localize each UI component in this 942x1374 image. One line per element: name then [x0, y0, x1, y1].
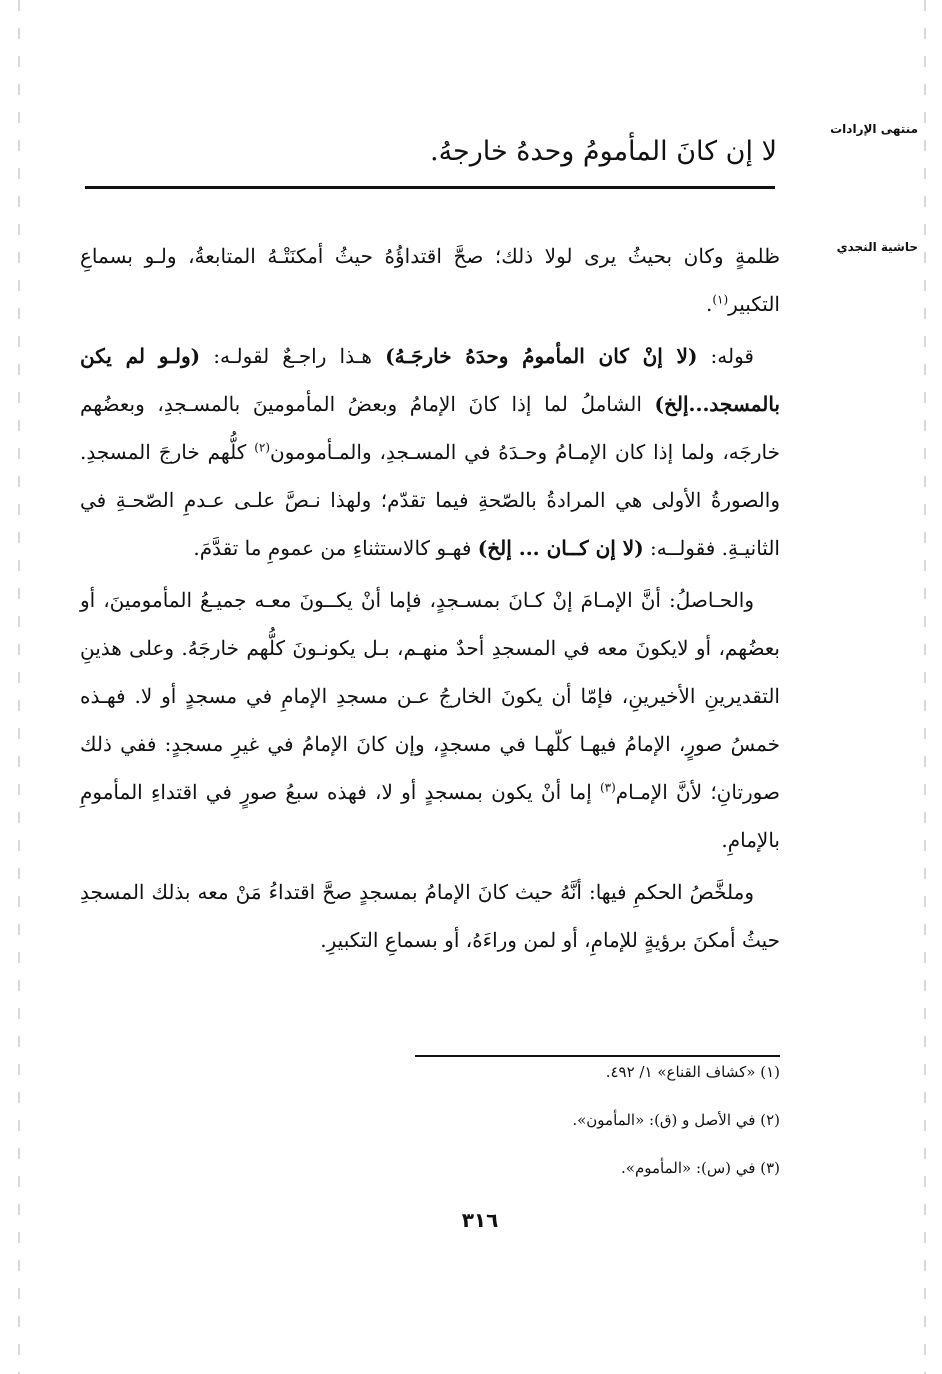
matn-side-label: منتهى الإرادات: [830, 122, 918, 136]
commentary-paragraph-1: [80, 232, 780, 328]
scan-artifact-right: [924, 0, 926, 1374]
paragraph-2-text-c: الشاملُ لما إذا كانَ الإمامُ وبعضُ المأمومينَ بالمسـجدِ، وبعضُهم خارجَه، ولما إذا كان الإمـامُ وحـدَهُ في المسـجدِ، والمـأمومون: [80, 392, 780, 464]
commentary-body: [80, 232, 780, 968]
paragraph-4-text: وملخَّصُ الحكمِ فيها: أنَّهُ حيث كانَ الإمامُ بمسجدٍ صحَّ اقتداءُ مَنْ معه بذلك المسجدِ حيثُ أمكنَ برؤيةٍ للإمامِ، أو لمن وراءَهُ، أو بسماعِ التكبيرِ.: [80, 880, 780, 952]
footnote-2: (٢) في الأصل و (ق): «المأمون».: [572, 1111, 780, 1129]
footnote-3: (٣) في (س): «المأموم».: [621, 1159, 780, 1177]
footnote-ref-3: (٣): [599, 780, 616, 795]
quoted-matn-2: (ولـو لم يكن بالمسجد...إلخ): [80, 344, 780, 416]
header-divider: [85, 186, 775, 189]
page-number: ٣١٦: [461, 1208, 499, 1232]
paragraph-2-text-a: قوله:: [697, 344, 754, 368]
paragraph-3-text-b: إما أنْ يكون بمسجدٍ أو لا، فهذه سبعُ صورٍ في اقتداءِ المأمومِ بالإمامِ.: [80, 780, 780, 852]
scan-artifact-left: [18, 0, 20, 1374]
quoted-matn-1: (لا إنْ كان المأمومُ وحدَهُ خارجَـهُ): [385, 344, 698, 368]
paragraph-2-text-e: فهـو كالاستثناءِ من عمومِ ما تقدَّمَ.: [193, 536, 478, 560]
commentary-paragraph-2: [80, 332, 780, 572]
commentary-side-label: حاشية النجدي: [836, 240, 918, 254]
quoted-matn-3: (لا إن كــان ... إلخ): [477, 536, 644, 560]
footnotes: [280, 1062, 780, 1206]
paragraph-2-text-b: هـذا راجـعٌ لقولـه:: [200, 344, 386, 368]
matn-text: لا إن كانَ المأمومُ وحدهُ خارجهُ.: [430, 136, 777, 167]
paragraph-2-text-d: كلُّهم خارجَ المسجدِ. والصورةُ الأولى هي المرادةُ بالصّحةِ فيما تقدّم؛ ولهذا نـصَّ علـى عـدمِ الصّحـةِ في الثانيـةِ. فقولــه:: [80, 440, 780, 560]
paragraph-1-end: .: [705, 292, 713, 316]
footnote-ref-1: (١): [712, 292, 729, 307]
commentary-paragraph-3: [80, 576, 780, 864]
paragraph-3-text-a: والحـاصلُ: أنَّ الإمـامَ إنْ كـانَ بمسـجدٍ، فإما أنْ يكــونَ معـه جميـعُ المأمومينَ، أو بعضُهم، أو لايكونَ معه في المسجدِ أحدٌ منهـم، بـل يكونـونَ كلُّهم خارجَهُ. وعلى هذينِ التقديرينِ الأخيرينِ، فإمّا أن يكونَ الخارجُ عـن مسجدِ الإمامِ في مسجدٍ أو لا. فهـذه خمسُ صورٍ، الإمامُ فيهـا كلّهـا في مسجدٍ، وإن كانَ الإمامُ في غيرِ مسجدٍ: ففي ذلك صورتانِ؛ لأنَّ الإمـام: [80, 588, 781, 804]
footnote-1: (١) «كشاف القناع» ١/ ٤٩٢.: [605, 1063, 780, 1081]
commentary-paragraph-4: [80, 868, 780, 964]
paragraph-1-text: ظلمةٍ وكان بحيثُ يرى لولا ذلك؛ صحَّ اقتداؤُهُ حيثُ أمكنَتْـهُ المتابعةُ، ولـو بسماعِ التكبير: [80, 244, 780, 316]
footnote-ref-2: (٢): [254, 440, 271, 455]
footnote-divider: [415, 1055, 780, 1057]
